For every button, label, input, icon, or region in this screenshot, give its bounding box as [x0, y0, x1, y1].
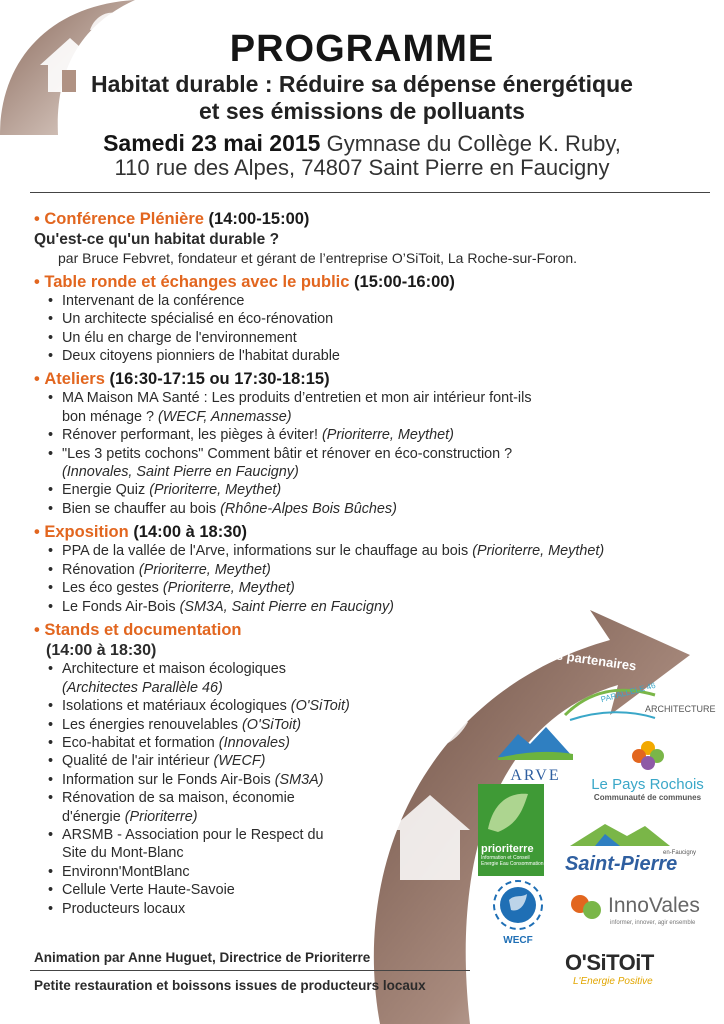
item-text: Rénover performant, les pièges à éviter! — [62, 427, 318, 444]
item-org: (Innovales, Saint Pierre en Faucigny) — [62, 464, 299, 481]
item-org: (Prioriterre, Meythet) — [149, 482, 282, 499]
item-text: ARSMB - Association pour le Respect du Site du Mont-Blanc — [62, 826, 324, 862]
item-org: (Architectes Parallèle 46) — [62, 679, 223, 696]
event-date: Samedi 23 mai 2015 — [103, 130, 321, 156]
item-org: (O'SiToit) — [290, 698, 350, 715]
subtitle-line-2: et ses émissions de polluants — [199, 98, 525, 124]
table-ronde-list — [34, 292, 674, 366]
saint-pierre-logo — [565, 820, 715, 880]
item-text: Bien se chauffer au bois — [62, 500, 217, 517]
list-item: • Un élu en charge de l'environnement — [34, 329, 674, 347]
ositoit-name: O'SiTOiT — [565, 950, 654, 975]
item-text: MA Maison MA Santé : Les produits d’entretien et mon air intérieur font-ils bon ménage ? — [62, 390, 532, 425]
event-address: 110 rue des Alpes, 74807 Saint Pierre en Faucigny — [114, 155, 610, 180]
item-org: (Prioriterre, Meythet) — [321, 427, 454, 444]
item-text: Cellule Verte Haute-Savoie — [62, 882, 235, 899]
item-org: (SM3A) — [274, 771, 324, 788]
wecf-globe-icon — [491, 880, 546, 930]
section-table-ronde-header — [34, 272, 674, 292]
ositoit-logo — [565, 950, 695, 1000]
restauration-note: Petite restauration et boissons issues de producteurs locaux — [34, 978, 426, 993]
parallele46-sub: ARCHITECTURE — [645, 704, 716, 714]
section-title: Ateliers — [44, 370, 105, 389]
item-text: Environn'MontBlanc — [62, 863, 190, 880]
exposition-list — [34, 542, 674, 616]
conference-question: Qu'est-ce qu'un habitat durable ? — [34, 231, 280, 248]
list-item — [34, 752, 374, 770]
arve-mountain-icon — [498, 722, 573, 762]
prioriterre-map-icon — [478, 784, 544, 838]
conference-byline: par Bruce Febvret, fondateur et gérant de l’entreprise O’SiToit, La Roche-sur-Foron. — [58, 250, 578, 267]
page-title: PROGRAMME — [229, 28, 495, 70]
item-text: Producteurs locaux — [62, 900, 186, 917]
innovales-logo — [570, 890, 710, 935]
section-title: Stands et documentation — [44, 620, 242, 639]
item-text: Qualité de l'air intérieur — [62, 753, 210, 770]
section-bullet: • — [34, 620, 40, 639]
ositoit-sub: L'Energie Positive — [573, 976, 653, 987]
item-org: (Innovales) — [218, 734, 290, 751]
wecf-name: WECF — [503, 935, 533, 946]
list-item: • Intervenant de la conférence — [34, 292, 674, 310]
list-item — [34, 561, 674, 579]
section-exposition-header — [34, 522, 674, 542]
innovales-leaf-icon — [570, 892, 604, 922]
list-item — [34, 734, 374, 752]
parallele46-name: PARALLELE 46 — [599, 680, 657, 705]
item-org: (WECF) — [213, 753, 266, 770]
section-time: (14:00 à 18:30) — [46, 641, 157, 659]
item-text: Les éco gestes — [62, 580, 159, 597]
partners-title: Nos partenaires — [537, 645, 638, 674]
prioriterre-sub2: Energie Eau Consommation — [481, 861, 544, 867]
item-org: (Prioriterre) — [124, 808, 198, 825]
arve-logo — [498, 722, 573, 784]
item-text: Isolations et matériaux écologiques — [62, 698, 287, 715]
list-item: • Deux citoyens pionniers de l'habitat durable — [34, 347, 674, 365]
saint-pierre-sub: en-Faucigny — [663, 850, 697, 856]
event-venue: Gymnase du Collège K. Ruby, — [326, 131, 621, 156]
list-item — [34, 445, 622, 482]
list-item — [34, 579, 674, 597]
item-org: (SM3A, Saint Pierre en Faucigny) — [179, 598, 394, 615]
ateliers-list — [34, 389, 674, 518]
pays-rochois-sub: Communauté de communes — [593, 793, 702, 802]
saint-pierre-name: Saint-Pierre — [565, 853, 678, 875]
section-title: Exposition — [44, 523, 129, 542]
item-text: Architecture et maison écologiques — [62, 661, 286, 678]
section-ateliers-header — [34, 369, 674, 389]
item-text: Les énergies renouvelables — [62, 716, 239, 733]
section-conference-header — [34, 209, 674, 229]
item-text: Rénovation de sa maison, économie d'énergie — [62, 790, 295, 825]
innovales-sub: informer, innover, agir ensemble — [610, 920, 696, 926]
item-org: (WECF, Annemasse) — [158, 408, 292, 425]
list-item — [34, 900, 374, 918]
section-time: (14:00 à 18:30) — [133, 523, 248, 542]
section-bullet: • — [34, 210, 40, 228]
subtitle-line-1: Habitat durable : Réduire sa dépense énergétique — [91, 71, 633, 97]
list-item — [34, 826, 332, 863]
prioriterre-logo — [478, 784, 544, 876]
item-text: "Les 3 petits cochons" Comment bâtir et rénover en éco-construction ? — [62, 445, 513, 462]
section-bullet: • — [34, 523, 40, 542]
header — [0, 28, 724, 180]
section-time: (15:00-16:00) — [354, 272, 455, 291]
footer-divider — [30, 970, 470, 971]
item-text: Energie Quiz — [62, 482, 146, 499]
wecf-logo — [487, 880, 549, 948]
list-item — [34, 426, 674, 444]
item-text: Eco-habitat et formation — [62, 734, 215, 751]
item-text: Information sur le Fonds Air-Bois — [62, 771, 271, 788]
section-stands-header — [34, 620, 674, 640]
list-item — [34, 660, 374, 697]
list-item — [34, 863, 374, 881]
list-item — [34, 481, 674, 499]
flower-icon — [628, 738, 668, 772]
prioriterre-name: prioriterre — [481, 843, 534, 855]
list-item — [34, 789, 322, 826]
stands-list — [34, 660, 374, 918]
section-time: (16:30-17:15 ou 17:30-18:15) — [109, 370, 330, 389]
list-item — [34, 389, 532, 426]
section-time: (14:00-15:00) — [208, 210, 310, 228]
list-item — [34, 598, 674, 616]
list-item — [34, 542, 674, 560]
item-org: (Rhône-Alpes Bois Bûches) — [220, 500, 397, 517]
section-title: Conférence Plénière — [44, 210, 204, 228]
item-text: PPA de la vallée de l'Arve, informations sur le chauffage au bois — [62, 543, 469, 560]
date-line — [0, 131, 724, 156]
section-bullet: • — [34, 272, 40, 291]
list-item — [34, 881, 374, 899]
programme-content — [34, 205, 674, 918]
arve-name: ARVE — [510, 767, 561, 784]
item-org: (Prioriterre, Meythet) — [472, 543, 605, 560]
header-divider — [30, 192, 710, 193]
saint-pierre-mountain-icon — [565, 820, 675, 848]
item-text: Le Fonds Air-Bois — [62, 598, 176, 615]
list-item — [34, 716, 374, 734]
list-item — [34, 500, 674, 518]
animation-note: Animation par Anne Huguet, Directrice de Prioriterre — [34, 950, 371, 965]
innovales-name: InnoVales — [608, 894, 700, 917]
list-item: • Un architecte spécialisé en éco-rénovation — [34, 310, 674, 328]
pays-rochois-logo — [580, 738, 715, 808]
item-org: (O'SiToit) — [242, 716, 302, 733]
section-bullet: • — [34, 370, 40, 389]
section-title: Table ronde et échanges avec le public — [44, 272, 350, 291]
prioriterre-sub1: Information et Conseil — [481, 855, 530, 861]
list-item — [34, 697, 374, 715]
item-org: (Prioriterre, Meythet) — [138, 561, 271, 578]
parallele46-logo — [560, 680, 716, 725]
list-item — [34, 771, 374, 789]
item-text: Rénovation — [62, 561, 135, 578]
item-org: (Prioriterre, Meythet) — [162, 580, 295, 597]
pays-rochois-name: Le Pays Rochois — [591, 776, 704, 793]
